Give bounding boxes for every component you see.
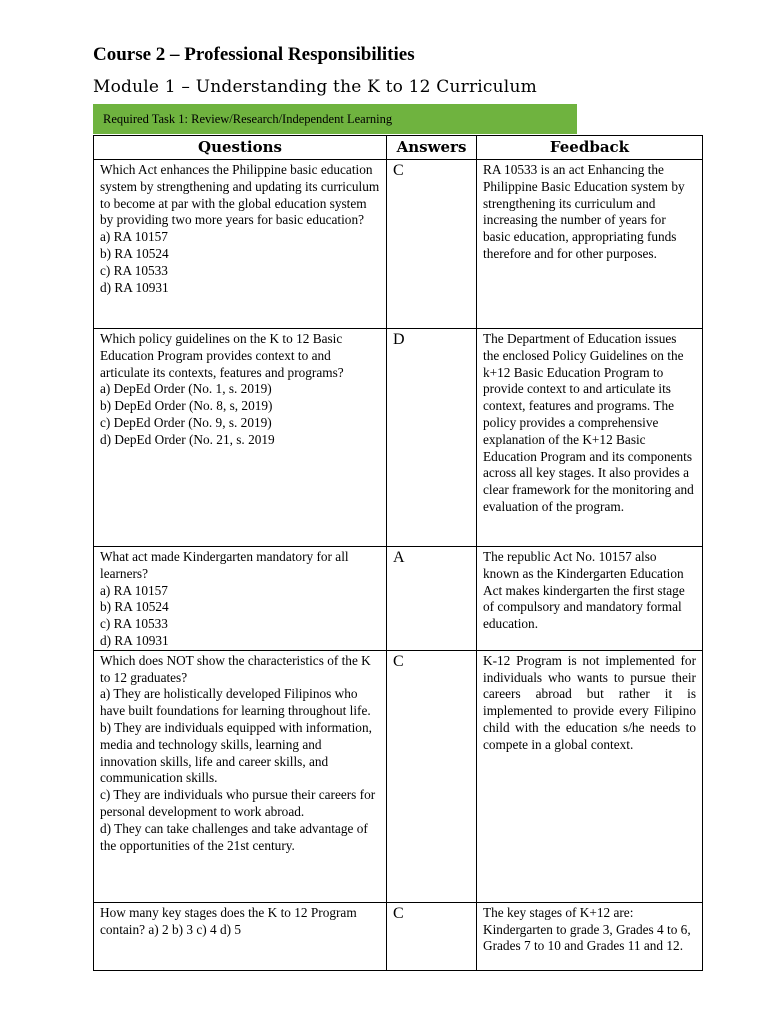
option: a) DepEd Order (No. 1, s. 2019) — [100, 381, 272, 397]
table-row — [94, 650, 703, 902]
question-text: Which policy guidelines on the K to 12 Basic Education Program provides context to and articulate its contexts, features and programs? — [100, 331, 344, 380]
feedback-cell: The key stages of K+12 are: Kindergarten to grade 3, Grades 4 to 6, Grades 7 to 10 and Grades 11 and 12. — [477, 902, 703, 970]
course-title: Course 2 – Professional Responsibilities — [93, 44, 415, 65]
table-header-row — [94, 136, 703, 160]
option: b) DepEd Order (No. 8, s, 2019) — [100, 398, 273, 414]
qa-table — [93, 135, 703, 971]
question-cell — [94, 547, 387, 651]
feedback-cell: The republic Act No. 10157 also known as the Kindergarten Education Act makes kindergarten the first stage of compulsory and mandatory formal education. — [477, 547, 703, 651]
question-text: Which does NOT show the characteristics of the K to 12 graduates? — [100, 652, 371, 685]
option: c) They are individuals who pursue their careers for personal development to work abroad. — [100, 787, 376, 819]
answer-cell: D — [387, 329, 477, 547]
task-banner — [93, 104, 577, 134]
option: d) RA 10931 — [100, 632, 169, 648]
table-row — [94, 902, 703, 970]
question-text: What act made Kindergarten mandatory for all learners? — [100, 549, 349, 581]
option: c) RA 10533 — [100, 616, 168, 632]
option: d) DepEd Order (No. 21, s. 2019 — [100, 431, 275, 447]
answer-cell: C — [387, 650, 477, 902]
question-cell — [94, 329, 387, 547]
option: b) RA 10524 — [100, 599, 169, 615]
feedback-cell: RA 10533 is an act Enhancing the Philippine Basic Education system by strengthening its curriculum and increasing the number of years for basic education, appropriating funds therefore and for other purposes. — [477, 160, 703, 329]
option: c) DepEd Order (No. 9, s. 2019) — [100, 414, 272, 430]
table-row — [94, 329, 703, 547]
question-cell — [94, 902, 387, 970]
header-feedback: Feedback — [477, 136, 703, 160]
feedback-cell: The Department of Education issues the enclosed Policy Guidelines on the k+12 Basic Education Program to provide context to and articulate its context, features and programs. The policy provides a comprehensive explanation of the K+12 Basic Education Program and its components across all key stages. It also provides a clear framework for the monitoring and evaluation of the program. — [477, 329, 703, 547]
module-title: Module 1 – Understanding the K to 12 Curriculum — [93, 77, 537, 97]
option: d) They can take challenges and take advantage of the opportunities of the 21st century. — [100, 820, 368, 853]
option: b) RA 10524 — [100, 245, 169, 261]
feedback-cell: K-12 Program is not implemented for individuals who wants to pursue their careers abroad but rather it is implemented to provide every Filipino child with the education s/he needs to compete in a global context. — [477, 650, 703, 902]
header-questions: Questions — [94, 136, 387, 160]
task-label: Required Task 1: Review/Research/Independent Learning — [103, 112, 393, 126]
answer-cell: A — [387, 547, 477, 651]
option: b) They are individuals equipped with information, media and technology skills, learning and innovation skills, life and career skills, and communication skills. — [100, 719, 372, 786]
table-row — [94, 547, 703, 651]
table-row — [94, 160, 703, 329]
option: d) RA 10931 — [100, 279, 169, 295]
option: a) RA 10157 — [100, 582, 168, 598]
option: c) RA 10533 — [100, 262, 168, 278]
option: a) They are holistically developed Filipinos who have built foundations for learning throughout life. — [100, 686, 371, 719]
question-cell — [94, 650, 387, 902]
question-cell — [94, 160, 387, 329]
question-text: How many key stages does the K to 12 Program contain? a) 2 b) 3 c) 4 d) 5 — [100, 904, 357, 937]
question-text: Which Act enhances the Philippine basic education system by strengthening and updating its curriculum to become at par with the global education system by providing two more years for basic education? — [100, 162, 380, 228]
option: a) RA 10157 — [100, 229, 168, 245]
header-answers: Answers — [387, 136, 477, 160]
answer-cell: C — [387, 902, 477, 970]
answer-cell: C — [387, 160, 477, 329]
